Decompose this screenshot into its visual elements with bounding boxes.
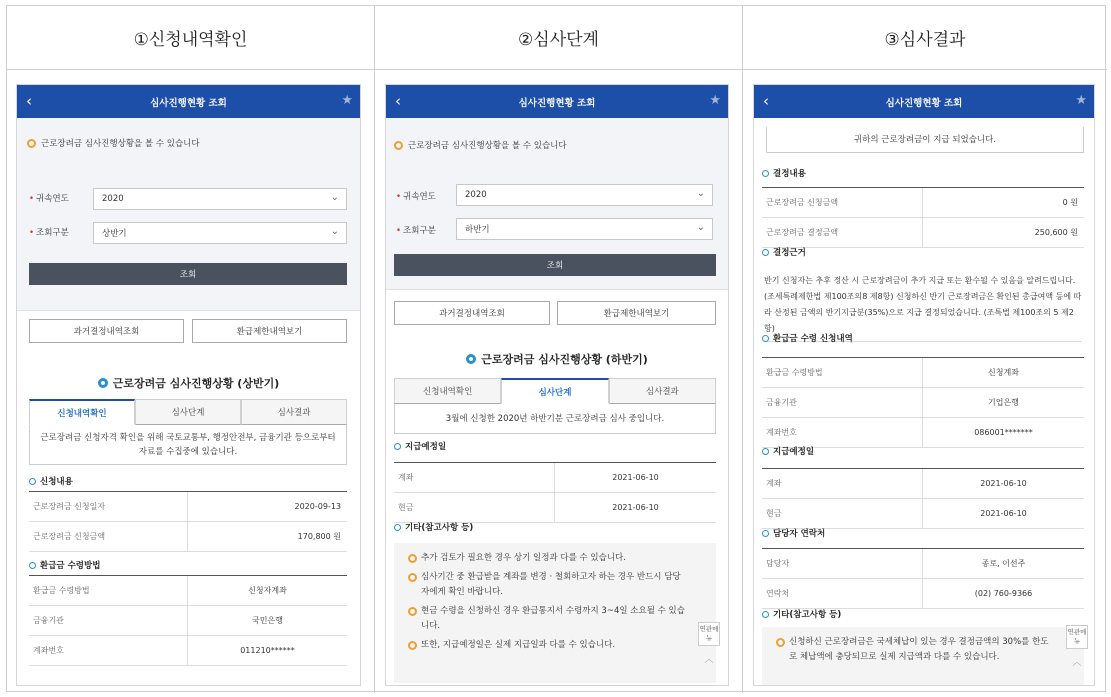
divider [742,6,743,693]
status-message: 근로장려금 신청자격 확인을 위해 국토교통부, 행정안전부, 금융기관 등으로부터 자료를 수집중에 있습니다. [29,425,347,465]
result-message: 귀하의 근로장려금이 지급 되었습니다. [766,127,1084,153]
app-header [17,85,360,118]
search-panel [386,118,728,290]
app-title: 심사진행현황 조회 [885,97,963,109]
subsection-title: 담당자 연락처 [762,527,825,539]
column-header-2: ②심사단계 [375,6,742,70]
section-title: 근로장려금 심사진행상황 (하반기) [386,351,728,367]
type-label: • 조회구분 [29,228,69,238]
refund-limit-button[interactable]: 환급제한내역보기 [192,319,347,343]
tab-application[interactable]: 신청내역확인 [29,399,135,425]
subsection-title: 환급금 수령 신청내역 [762,332,853,344]
list-item: 신청하신 근로장려금은 국세체납이 있는 경우 결정금액의 30%를 한도로 체납액에 충당되므로 실제 지급액과 다를 수 있습니다. [776,635,1054,665]
tab-application[interactable]: 신청내역확인 [394,378,501,404]
notes-box [762,627,1084,685]
chevron-left-icon[interactable]: ‹ [395,92,401,110]
table-row: 계좌 2021-06-10 [762,469,1084,499]
table-row: 현금 2021-06-10 [762,499,1084,529]
status-message: 3월에 신청한 2020년 하반기분 근로장려금 심사 중입니다. [394,404,716,434]
app-header [386,85,728,118]
year-select[interactable]: 2020 ⌄ [456,184,713,206]
tab-bar [394,378,716,404]
subsection-title: 기타(참고사항 등) [762,608,841,620]
table-row: 계좌번호 011210****** [29,636,347,666]
decision-table [762,187,1084,248]
notice-text: 근로장려금 심사진행상황을 볼 수 있습니다 [408,141,567,151]
notice [394,139,567,151]
table-row: 계좌 2021-06-10 [394,463,716,493]
column-header-1: ①신청내역확인 [7,6,374,70]
year-label: • 귀속연도 [396,192,436,202]
chevron-down-icon: ⌄ [696,222,705,233]
chevron-down-icon: ⌄ [330,192,339,203]
subsection-title: 기타(참고사항 등) [394,521,473,533]
circle-icon [98,378,108,388]
pay-date-table [762,468,1084,529]
table-row: 근로장려금 결정금액 250,600 원 [762,218,1084,248]
circle-icon [466,354,476,364]
subsection-title: 지급예정일 [394,440,446,452]
refund-limit-button[interactable]: 환급제한내역보기 [557,301,716,325]
notice-icon [776,638,785,647]
chevron-down-icon: ⌄ [696,188,705,199]
contact-table [762,548,1084,609]
screen-review-stage [385,84,729,686]
subsection-title: 지급예정일 [762,445,814,457]
type-select[interactable]: 상반기 ⌄ [93,222,347,244]
subsection-title: 결정내용 [762,167,806,179]
tab-result[interactable]: 심사결과 [609,378,716,404]
notice-text: 근로장려금 심사진행상황을 볼 수 있습니다 [41,139,200,149]
divider [374,6,375,693]
receive-table [29,575,347,666]
list-item: 현금 수령을 신청하신 경우 환급통지서 수령까지 3~4일 소요될 수 있습니다. [408,604,686,634]
chevron-down-icon: ⌄ [330,226,339,237]
subsection-title: 신청내용 [29,475,73,487]
related-menu-button[interactable]: 연관메뉴 [698,622,720,646]
query-button[interactable]: 조회 [394,254,716,276]
star-icon[interactable]: ★ [1075,93,1087,108]
notice-icon [408,641,417,650]
app-title: 심사진행현황 조회 [150,97,227,109]
list-item: 추가 검토가 필요한 경우 상기 일정과 다를 수 있습니다. [408,551,686,566]
table-row: 담당자 종로, 이선주 [762,549,1084,579]
notice-icon [408,554,417,563]
notice [27,137,200,149]
notice-icon [394,141,403,150]
tab-review[interactable]: 심사단계 [501,378,608,404]
table-row: 근로장려금 신청일자 2020-09-13 [29,492,347,522]
table-row: 환급금 수령방법 신청자계좌 [29,576,347,606]
list-item: 또한, 지급예정일은 실제 지급일과 다를 수 있습니다. [408,638,686,653]
search-panel [17,118,360,311]
past-decision-button[interactable]: 과거결정내역조회 [29,319,184,343]
table-row: 금융기관 기업은행 [762,388,1084,418]
tab-review[interactable]: 심사단계 [135,399,241,425]
type-label: • 조회구분 [396,226,436,236]
tab-result[interactable]: 심사결과 [241,399,347,425]
receive-table [762,357,1084,448]
past-decision-button[interactable]: 과거결정내역조회 [394,301,550,325]
notice-icon [408,607,417,616]
basis-text: 반기 신청자는 추후 정산 시 근로장려금이 추가 지급 또는 환수될 수 있음을 알려드립니다.(조세특례제한법 제100조의8 제8항) 신청하신 반기 근로장려금은 확인된 총급여액 등에 따라 산정된 금액의 반기지급분(35%)으로 지급 결정되었습니다. (조특법 제100조의 5 제2항) [764,273,1082,342]
app-header [754,85,1094,118]
table-row: 연락처 (02) 760-9366 [762,579,1084,609]
subsection-title: 환급금 수령방법 [29,559,100,571]
chevron-left-icon[interactable]: ‹ [763,92,769,110]
tab-bar [29,399,347,425]
apply-table [29,491,347,552]
screen-review-result [753,84,1095,686]
screen-application-check [16,84,361,686]
chevron-up-icon[interactable]: ︿ [704,655,714,665]
star-icon[interactable]: ★ [709,93,721,108]
chevron-left-icon[interactable]: ‹ [26,92,32,110]
notice-icon [408,573,417,582]
year-select[interactable]: 2020 ⌄ [93,188,347,210]
table-row: 계좌번호 086001******* [762,418,1084,448]
table-row: 환급금 수령방법 신청계좌 [762,358,1084,388]
related-menu-button[interactable]: 연관메뉴 [1066,625,1088,649]
pay-date-table [394,462,716,523]
table-row: 근로장려금 신청금액 0 원 [762,188,1084,218]
list-item: 심사기간 중 환급받을 계좌를 변경 · 철회하고자 하는 경우 반드시 담당자에게 확인 바랍니다. [408,570,686,600]
subsection-title: 결정근거 [762,246,806,258]
notes-box [394,543,716,683]
section-title: 근로장려금 심사진행상황 (상반기) [17,375,360,391]
year-label: • 귀속연도 [29,194,69,204]
table-row: 금융기관 국민은행 [29,606,347,636]
app-title: 심사진행현황 조회 [518,97,596,109]
table-row: 현금 2021-06-10 [394,493,716,523]
column-header-3: ③심사결과 [743,6,1107,70]
type-select[interactable]: 하반기 ⌄ [456,218,713,240]
notice-icon [27,139,36,148]
star-icon[interactable]: ★ [341,93,353,108]
chevron-up-icon[interactable]: ︿ [1072,658,1082,668]
query-button[interactable]: 조회 [29,263,347,285]
table-row: 근로장려금 신청금액 170,800 원 [29,522,347,552]
